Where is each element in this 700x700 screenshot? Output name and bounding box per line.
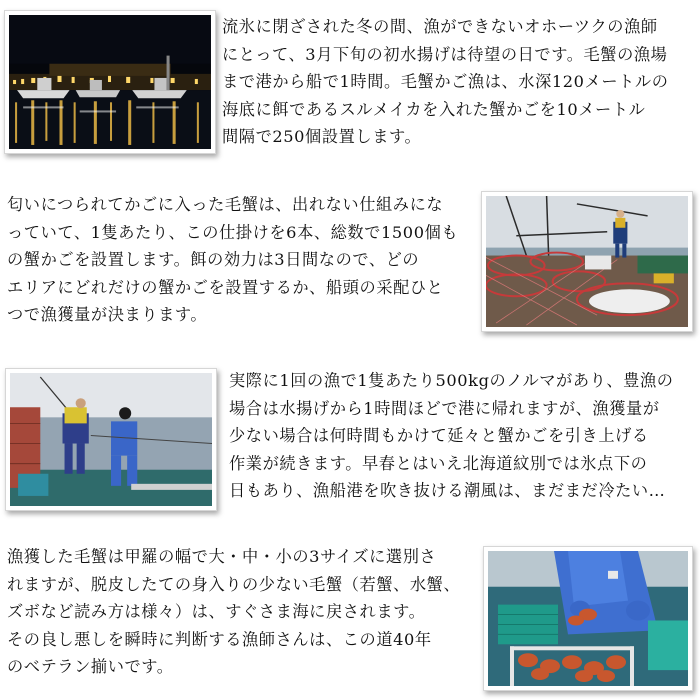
paragraph-2-line-2: っていて、1隻あたり、この仕掛けを6本、総数で1500個も [7, 222, 459, 242]
paragraph-3-line-3: 少ない場合は何時間もかけて延々と蟹かごを引き上げる [229, 426, 649, 445]
sorting-crabs-illustration [488, 551, 688, 686]
paragraph-3-line-1: 実際に1回の漁で1隻あたり500kgのノルマがあり、豊漁の [229, 371, 674, 390]
fishermen-hauling-photo [5, 368, 217, 511]
paragraph-3-line-5: 日もあり、漁船港を吹き抜ける潮風は、まだまだ冷たい… [229, 481, 666, 500]
night-harbor-illustration [9, 15, 211, 149]
paragraph-2-line-5: つで漁獲量が決まります。 [7, 305, 208, 324]
paragraph-2-line-4: エリアにどれだけの蟹かごを設置するか、船頭の采配ひと [7, 277, 444, 297]
paragraph-3-line-4: 作業が続きます。早春とはいえ北海道紋別では氷点下の [229, 453, 648, 473]
paragraph-1-line-3: まで港から船で1時間。毛蟹かご漁は、水深120メートルの [222, 72, 669, 91]
sorting-crabs-photo [483, 546, 693, 691]
paragraph-2-line-1: 匂いにつられてかごに入った毛蟹は、出れない仕組みにな [7, 195, 444, 214]
paragraph-2-line-3: の蟹かごを設置します。餌の効力は3日間なので、どの [7, 250, 420, 269]
paragraph-1-line-2: にとって、3月下旬の初水揚げは待望の日です。毛蟹の漁場 [222, 44, 668, 64]
paragraph-1 [222, 13, 669, 151]
fishermen-hauling-illustration [10, 373, 212, 506]
paragraph-1-line-5: 間隔で250個設置します。 [222, 127, 422, 146]
crab-traps-photo [481, 191, 693, 332]
paragraph-4-line-3: ズボなど読み方は様々）は、すぐさま海に戻されます。 [7, 602, 426, 621]
paragraph-4-line-2: れますが、脱皮したての身入りの少ない毛蟹（若蟹、水蟹、 [7, 574, 461, 594]
crab-traps-illustration [486, 196, 688, 327]
night-harbor-photo [4, 10, 216, 154]
paragraph-4-line-4: その良し悪しを瞬時に判断する漁師さんは、この道40年 [7, 629, 432, 649]
paragraph-1-line-1: 流氷に閉ざされた冬の間、漁ができないオホーツクの漁師 [222, 17, 658, 36]
paragraph-3 [229, 367, 674, 505]
paragraph-1-line-4: 海底に餌であるスルメイカを入れた蟹かごを10メートル [222, 99, 646, 119]
paragraph-3-line-2: 場合は水揚げから1時間ほどで港に帰れますが、漁獲量が [229, 398, 660, 418]
paragraph-4 [7, 543, 460, 681]
paragraph-4-line-5: のベテラン揃いです。 [7, 657, 174, 676]
paragraph-2 [7, 191, 458, 329]
paragraph-4-line-1: 漁獲した毛蟹は甲羅の幅で大・中・小の3サイズに選別さ [7, 547, 437, 566]
